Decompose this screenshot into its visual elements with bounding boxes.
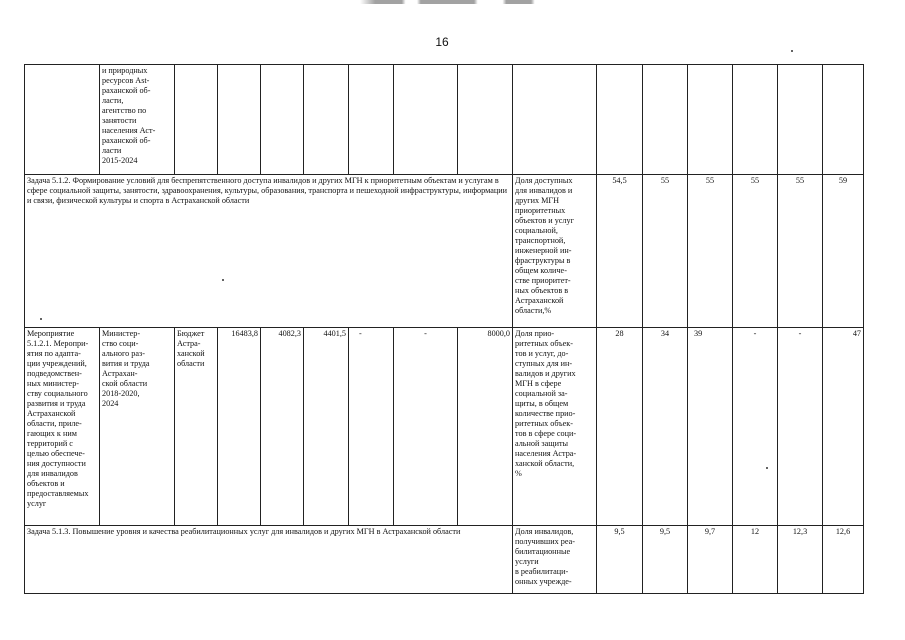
funding-cell: 16483,8	[218, 328, 261, 526]
value-cell: 55	[643, 175, 688, 328]
indicator-cell: Доля инвалидов, получивших реа- билитационные услуги в реабилитаци- онных учрежде-	[513, 526, 597, 594]
table-row	[25, 328, 864, 526]
value-cell: 12,6	[823, 526, 864, 594]
value-cell: 9,5	[597, 526, 643, 594]
measure-name: Мероприятие 5.1.2.1. Меропри- ятия по адапта- ции учреждений, подведомствен- ных министер- ству социального развития и труда Астраханской области, приле- гающих к ним территорий с целью обеспече- ния доступности для инвалидов объектов и предоставляемых услуг	[25, 328, 100, 526]
table-row	[25, 65, 864, 175]
source-cell: Бюджет Астра- ханской области	[175, 328, 218, 526]
indicator-cell: Доля прио- ритетных объек- тов и услуг, до- ступных для ин- валидов и других МГН в сфере социальной за- щиты, в общем количестве прио- ритетных объек- тов в сфере соци- альной защиты населения Астра- ханской области, %	[513, 328, 597, 526]
value-cell: -	[778, 328, 823, 526]
cell-empty	[25, 65, 100, 175]
funding-cell: 4401,5	[304, 328, 349, 526]
value-cell: 54,5	[597, 175, 643, 328]
executor-cell: Министер- ство соци- ального раз- вития и труда Астрахан- ской области 2018-2020, 2024	[100, 328, 175, 526]
table-row	[25, 526, 864, 594]
scan-speck	[40, 318, 42, 320]
scan-speck	[791, 50, 793, 52]
value-cell: -	[733, 328, 778, 526]
scan-speck	[222, 279, 224, 281]
value-cell: 59	[823, 175, 864, 328]
value-cell: 9,5	[643, 526, 688, 594]
program-table	[24, 64, 864, 594]
task-title: Задача 5.1.3. Повышение уровня и качества реабилитационных услуг для инвалидов и других МГН в Астраханской области	[25, 526, 513, 594]
executor-cell: и природных ресурсов Ast- раханской об- ласти, агентство по занятости населения Аст- раханской об- ласти 2015-2024	[100, 65, 175, 175]
page-number: 16	[435, 35, 449, 49]
value-cell: 34	[643, 328, 688, 526]
value-cell: 47	[823, 328, 864, 526]
indicator-cell: Доля доступных для инвалидов и других МГН приоритетных объектов и услуг социальной, транспортной, инженерной ин- фраструктуры в общем количе- стве приоритет- ных объектов в Астраханской области,%	[513, 175, 597, 328]
top-header-fragment	[360, 0, 550, 4]
value-cell: 12,3	[778, 526, 823, 594]
table-row	[25, 175, 864, 328]
value-cell: 39	[688, 328, 733, 526]
value-cell: 55	[688, 175, 733, 328]
funding-cell: -	[349, 328, 394, 526]
value-cell: 28	[597, 328, 643, 526]
value-cell: 12	[733, 526, 778, 594]
value-cell: 55	[778, 175, 823, 328]
funding-cell: 8000,0	[458, 328, 513, 526]
value-cell: 9,7	[688, 526, 733, 594]
scan-speck	[766, 467, 768, 469]
task-title: Задача 5.1.2. Формирование условий для беспрепятственного доступа инвалидов и других МГН к приоритетным объектам и услугам в сфере социальной защиты, занятости, здравоохранения, культуры, образования, транспорта и пешеходной инфраструктуры, информации и связи, физической культуры и спорта в Астраханской области	[25, 175, 513, 328]
funding-cell: -	[394, 328, 458, 526]
funding-cell: 4082,3	[261, 328, 304, 526]
value-cell: 55	[733, 175, 778, 328]
